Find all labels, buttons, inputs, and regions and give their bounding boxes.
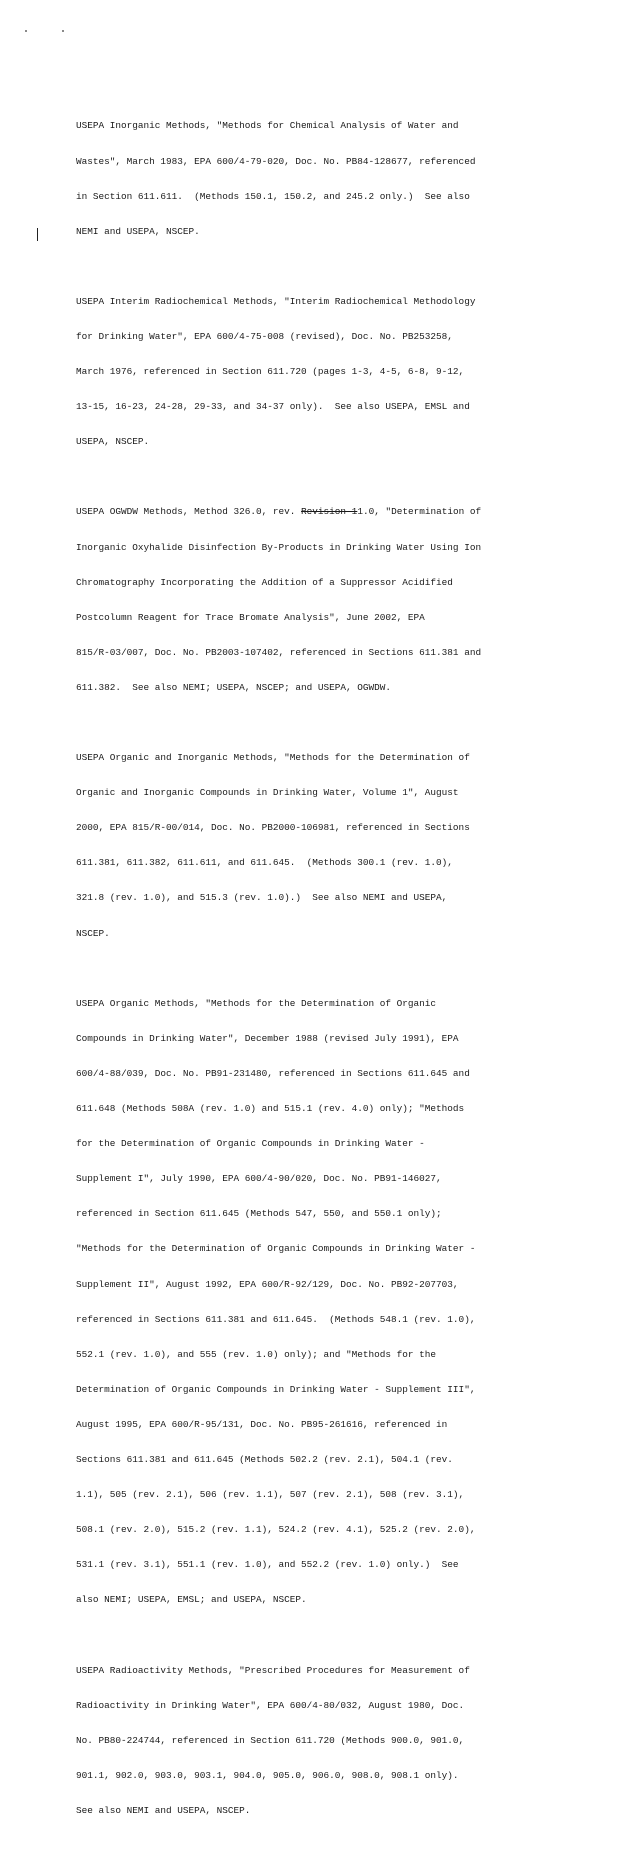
entry-line: NSCEP. [76, 927, 110, 939]
entry-line: USEPA Radioactivity Methods, "Prescribed Procedures for Measurement of [76, 1664, 470, 1676]
entry-line: Inorganic Oxyhalide Disinfection By-Products in Drinking Water Using Ion [76, 541, 482, 553]
scan-speck-mark [62, 30, 64, 32]
reference-list [76, 97, 566, 1852]
entry-line: USEPA Organic Methods, "Methods for the Determination of Organic [76, 997, 437, 1009]
entry-line: 2000, EPA 815/R-00/014, Doc. No. PB2000-106981, referenced in Sections [76, 822, 470, 834]
entry-line: Organic and Inorganic Compounds in Drinking Water, Volume 1", August [76, 787, 459, 799]
entry-line: Postcolumn Reagent for Trace Bromate Analysis", June 2002, EPA [76, 611, 425, 623]
entry-line: also NEMI; USEPA, EMSL; and USEPA, NSCEP. [76, 1594, 307, 1606]
entry-line: 321.8 (rev. 1.0), and 515.3 (rev. 1.0).) See also NEMI and USEPA, [76, 892, 448, 904]
entry-line: USEPA Inorganic Methods, "Methods for Chemical Analysis of Water and [76, 120, 459, 132]
entry-line: See also NEMI and USEPA, NSCEP. [76, 1804, 251, 1816]
entry-line: for the Determination of Organic Compounds in Drinking Water - [76, 1138, 425, 1150]
entry-line: in Section 611.611. (Methods 150.1, 150.2, and 245.2 only.) See also [76, 190, 470, 202]
entry-line: "Methods for the Determination of Organic Compounds in Drinking Water - [76, 1243, 476, 1255]
entry-line: Supplement I", July 1990, EPA 600/4-90/020, Doc. No. PB91-146027, [76, 1173, 442, 1185]
entry-line: Supplement II", August 1992, EPA 600/R-92/129, Doc. No. PB92-207703, [76, 1278, 459, 1290]
entry-text: USEPA OGWDW Methods, Method 326.0, rev. [76, 506, 302, 518]
revision-change-bar [37, 228, 38, 241]
entry-line: 552.1 (rev. 1.0), and 555 (rev. 1.0) only); and "Methods for the [76, 1348, 437, 1360]
entry-first-line [76, 506, 566, 518]
reference-entry-usepa-organic-and-inorganic-methods [76, 729, 566, 963]
reference-entry-usepa-radioactivity-methods [76, 1641, 566, 1840]
entry-line: NEMI and USEPA, NSCEP. [76, 225, 200, 237]
entry-line: No. PB80-224744, referenced in Section 611.720 (Methods 900.0, 901.0, [76, 1734, 465, 1746]
entry-line: August 1995, EPA 600/R-95/131, Doc. No. PB95-261616, referenced in [76, 1418, 448, 1430]
entry-line: referenced in Sections 611.381 and 611.645. (Methods 548.1 (rev. 1.0), [76, 1313, 476, 1325]
entry-line: referenced in Section 611.645 (Methods 547, 550, and 550.1 only); [76, 1208, 442, 1220]
entry-line: Sections 611.381 and 611.645 (Methods 502.2 (rev. 2.1), 504.1 (rev. [76, 1453, 453, 1465]
entry-line: March 1976, referenced in Section 611.720 (pages 1-3, 4-5, 6-8, 9-12, [76, 366, 465, 378]
entry-line: 815/R-03/007, Doc. No. PB2003-107402, referenced in Sections 611.381 and [76, 646, 482, 658]
entry-line: USEPA, NSCEP. [76, 436, 150, 448]
entry-line: 611.648 (Methods 508A (rev. 1.0) and 515.1 (rev. 4.0) only); "Methods [76, 1103, 465, 1115]
entry-line: 611.382. See also NEMI; USEPA, NSCEP; and USEPA, OGWDW. [76, 681, 392, 693]
entry-line: 13-15, 16-23, 24-28, 29-33, and 34-37 only). See also USEPA, EMSL and [76, 401, 470, 413]
entry-text: 1.0, "Determination of [357, 506, 482, 518]
entry-line: Determination of Organic Compounds in Drinking Water - Supplement III", [76, 1383, 476, 1395]
entry-line: 1.1), 505 (rev. 2.1), 506 (rev. 1.1), 507 (rev. 2.1), 508 (rev. 3.1), [76, 1489, 465, 1501]
struck-text: Revision 1 [301, 506, 358, 518]
entry-line: 901.1, 902.0, 903.0, 903.1, 904.0, 905.0, 906.0, 908.0, 908.1 only). [76, 1769, 459, 1781]
entry-line: Wastes", March 1983, EPA 600/4-79-020, Doc. No. PB84-128677, referenced [76, 155, 476, 167]
entry-line: Compounds in Drinking Water", December 1988 (revised July 1991), EPA [76, 1032, 459, 1044]
entry-line: 508.1 (rev. 2.0), 515.2 (rev. 1.1), 524.2 (rev. 4.1), 525.2 (rev. 2.0), [76, 1524, 476, 1536]
reference-entry-usepa-organic-methods [76, 974, 566, 1629]
entry-line: 531.1 (rev. 3.1), 551.1 (rev. 1.0), and 552.2 (rev. 1.0) only.) See [76, 1559, 459, 1571]
entry-line: Radioactivity in Drinking Water", EPA 600/4-80/032, August 1980, Doc. [76, 1699, 465, 1711]
entry-line: 600/4-88/039, Doc. No. PB91-231480, referenced in Sections 611.645 and [76, 1067, 470, 1079]
entry-line: for Drinking Water", EPA 600/4-75-008 (revised), Doc. No. PB253258, [76, 330, 453, 342]
scan-speck-mark [25, 30, 27, 32]
entry-line: USEPA Interim Radiochemical Methods, "Interim Radiochemical Methodology [76, 295, 476, 307]
reference-entry-usepa-inorganic-methods [76, 97, 566, 261]
entry-line: Chromatography Incorporating the Addition of a Suppressor Acidified [76, 576, 453, 588]
reference-entry-usepa-interim-radiochemical-methods [76, 272, 566, 471]
entry-line: USEPA Organic and Inorganic Methods, "Methods for the Determination of [76, 752, 470, 764]
entry-line: 611.381, 611.382, 611.611, and 611.645. (Methods 300.1 (rev. 1.0), [76, 857, 453, 869]
reference-entry-usepa-ogwdw-methods [76, 483, 566, 717]
